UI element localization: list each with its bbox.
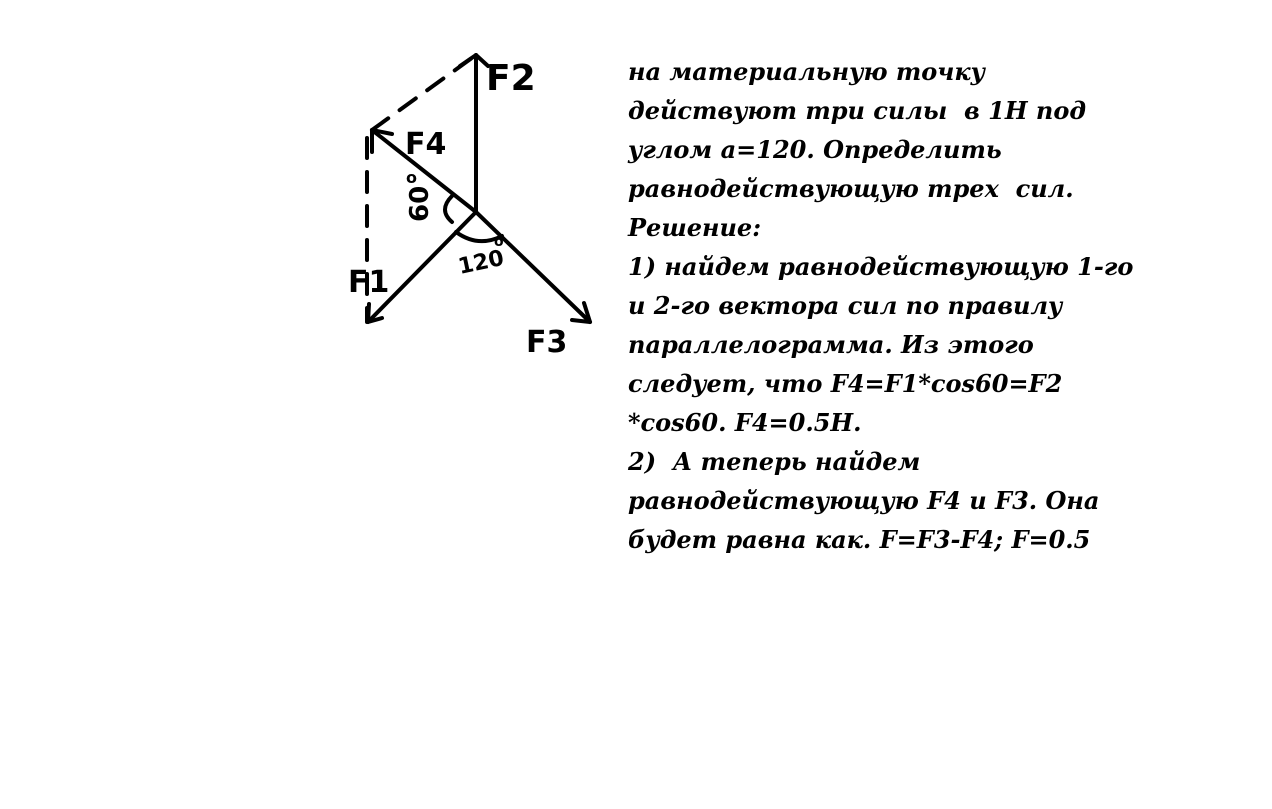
angle-60-arc [445, 196, 452, 222]
label-f1: F1 [348, 265, 390, 300]
text-line: *cos60. F4=0.5Н. [628, 408, 862, 437]
text-line: следует, что F4=F1*cos60=F2 [628, 369, 1063, 398]
text-line: равнодействующую трех сил. [628, 174, 1074, 203]
text-line: действуют три силы в 1Н под [628, 96, 1087, 125]
text-line: Решение: [628, 213, 762, 242]
label-f4: F4 [405, 127, 447, 162]
text-line: 1) найдем равнодействующую 1-го [628, 252, 1134, 281]
text-line: равнодействующую F4 и F3. Она [628, 486, 1100, 515]
text-line: углом а=120. Определить [628, 135, 1002, 164]
text-line: будет равна как. F=F3-F4; F=0.5 [628, 525, 1091, 554]
label-f3: F3 [526, 325, 568, 360]
label-f2: F2 [486, 58, 536, 99]
problem-text [628, 52, 1134, 559]
label-angle-60: 60 [405, 185, 435, 222]
label-angle-120-degree: o [494, 234, 504, 250]
text-line: и 2-го вектора сил по правилу [628, 291, 1063, 320]
text-line: 2) А теперь найдем [628, 447, 921, 476]
text-line: на материальную точку [628, 57, 986, 86]
label-angle-120: 120 [456, 245, 507, 280]
label-angle-60-degree: o [406, 168, 417, 187]
text-line: параллелограмма. Из этого [628, 330, 1034, 359]
